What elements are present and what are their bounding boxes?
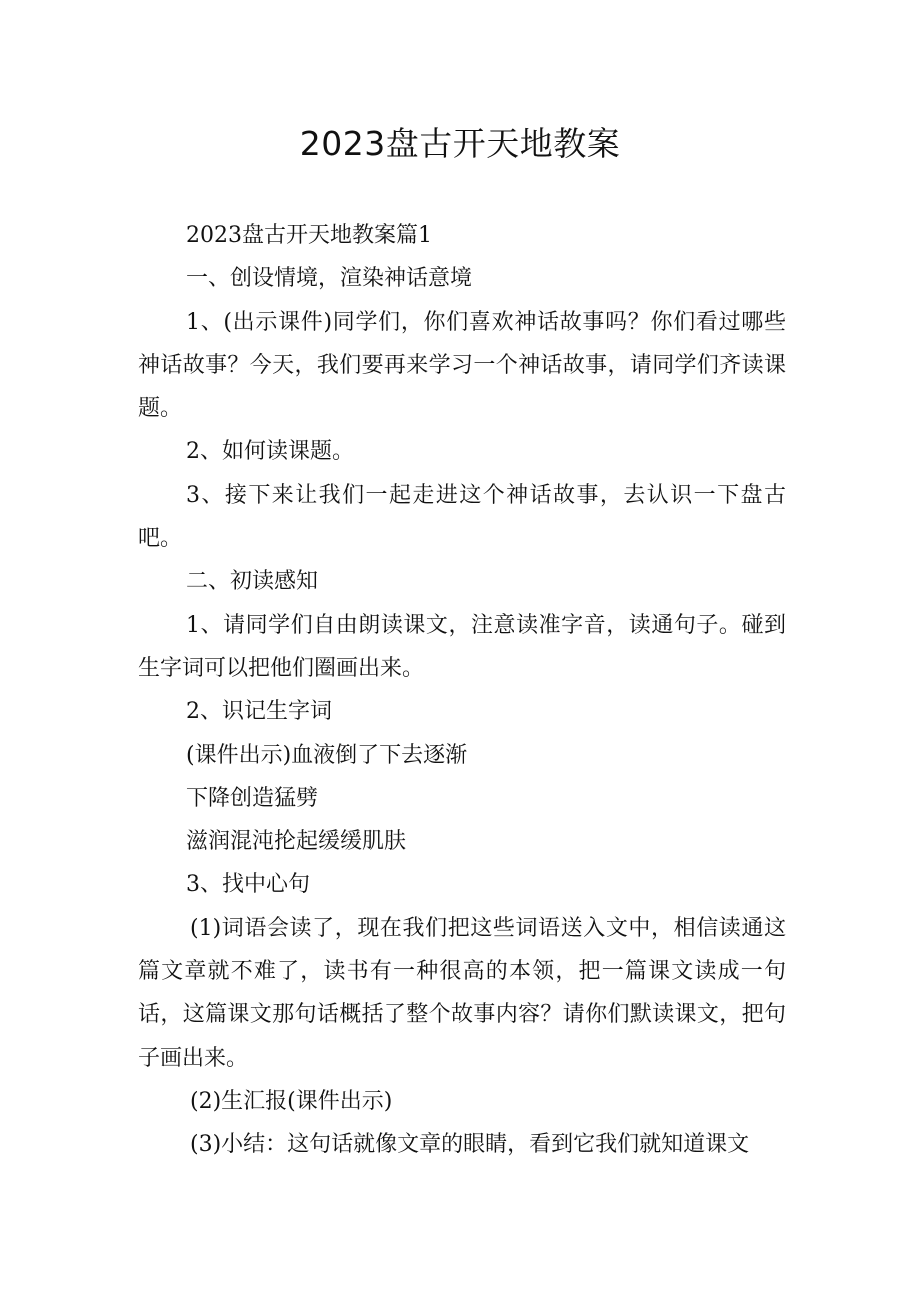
document-title: 2023盘古开天地教案 [299, 124, 621, 163]
paragraph: 1、请同学们自由朗读课文，注意读准字音，读通句子。碰到生字词可以把他们圈画出来。 [138, 612, 786, 681]
section-heading: 二、初读感知 [186, 569, 319, 595]
vocabulary-line: 滋润混沌抡起缓缓肌肤 [186, 829, 407, 855]
paragraph: (3)小结：这句话就像文章的眼睛，看到它我们就知道课文 [190, 1132, 750, 1158]
paragraph: 3、接下来让我们一起走进这个神话故事，去认识一下盘古吧。 [138, 482, 786, 552]
paragraph: (2)生汇报(课件出示) [190, 1088, 393, 1114]
section-heading: 2023盘古开天地教案篇1 [186, 223, 432, 248]
paragraph: 2、识记生字词 [186, 699, 332, 725]
document-body [138, 214, 786, 1167]
paragraph: 2、如何读课题。 [186, 439, 354, 465]
paragraph: 3、找中心句 [186, 872, 310, 898]
vocabulary-line: (课件出示)血液倒了下去逐渐 [186, 742, 468, 768]
paragraph: 1、(出示课件)同学们，你们喜欢神话故事吗？你们看过哪些神话故事？今天，我们要再来学习一个神话故事，请同学们齐读课题。 [138, 309, 786, 422]
vocabulary-line: 下降创造猛劈 [186, 785, 319, 811]
paragraph: (1)词语会读了，现在我们把这些词语送入文中，相信读通这篇文章就不难了，读书有一种很高的本领，把一篇课文读成一句话，这篇课文那句话概括了整个故事内容？请你们默读课文，把句子画出来。 [138, 915, 786, 1071]
section-heading: 一、创设情境，渲染神话意境 [186, 266, 473, 292]
